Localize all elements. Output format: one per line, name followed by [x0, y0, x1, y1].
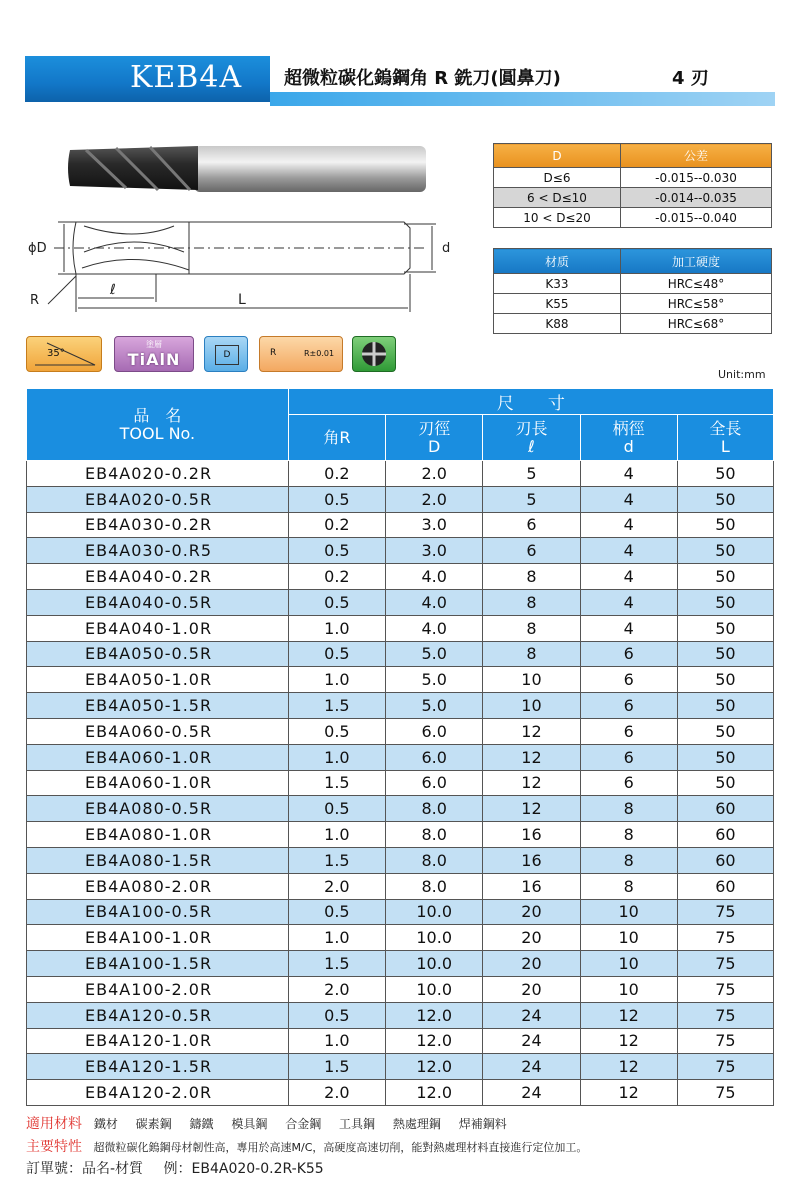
- diameter-icon: [204, 336, 248, 372]
- corner-radius-cell: 0.2: [288, 461, 385, 487]
- tool-name-header-cn: 品 名: [133, 405, 182, 425]
- tolerance-table: [493, 143, 772, 228]
- cutting-diameter-cell: 6.0: [386, 718, 483, 744]
- shank-diameter-cell: 10: [580, 899, 677, 925]
- overall-length-cell: 60: [677, 873, 773, 899]
- dimensions-header: 尺 寸: [288, 389, 773, 415]
- tool-number-cell: EB4A040-1.0R: [27, 615, 289, 641]
- corner-radius-cell: 0.2: [288, 512, 385, 538]
- product-table: [26, 388, 774, 1106]
- radius-mark: R: [270, 348, 277, 358]
- shank-diameter-cell: 4: [580, 512, 677, 538]
- material-header-grade: 材质: [494, 249, 621, 274]
- corner-radius-cell: 0.5: [288, 1002, 385, 1028]
- corner-radius-cell: 0.5: [288, 899, 385, 925]
- material-table: [493, 248, 772, 334]
- tool-number-cell: EB4A080-1.0R: [27, 822, 289, 848]
- material-item: 碳素鋼: [135, 1117, 172, 1131]
- flute-length-cell: 12: [483, 718, 580, 744]
- tool-no-header: [27, 389, 289, 461]
- cutting-diameter-header: 刃徑 D: [386, 415, 483, 461]
- tolerance-value: -0.015--0.040: [621, 208, 772, 228]
- overall-length-header: 全長 L: [677, 415, 773, 461]
- main-features: [26, 1136, 587, 1156]
- material-item: 鑄鐵: [189, 1117, 214, 1131]
- corner-radius-cell: 1.0: [288, 744, 385, 770]
- flute-length-label: ℓ: [110, 282, 116, 298]
- tolerance-range: D≤6: [494, 168, 621, 188]
- table-row: [27, 461, 774, 487]
- tool-number-cell: EB4A040-0.2R: [27, 564, 289, 590]
- cutting-diameter-cell: 2.0: [386, 486, 483, 512]
- tool-number-cell: EB4A100-2.0R: [27, 976, 289, 1002]
- corner-radius-cell: 1.0: [288, 925, 385, 951]
- unit-label: Unit:mm: [718, 368, 766, 381]
- coating-name: TiAlN: [127, 350, 181, 369]
- material-grade: K55: [494, 294, 621, 314]
- material-header-hardness: 加工硬度: [621, 249, 772, 274]
- coating-icon: [114, 336, 194, 372]
- shank-diameter-cell: 12: [580, 1080, 677, 1106]
- cutting-diameter-cell: 4.0: [386, 589, 483, 615]
- flute-length-cell: 24: [483, 1054, 580, 1080]
- flute-length-cell: 16: [483, 873, 580, 899]
- tolerance-value: -0.014--0.035: [621, 188, 772, 208]
- shank-diameter-cell: 6: [580, 744, 677, 770]
- product-table-body: [27, 461, 774, 1106]
- shank-diameter-cell: 4: [580, 564, 677, 590]
- overall-length-cell: 75: [677, 925, 773, 951]
- cutting-diameter-cell: 8.0: [386, 796, 483, 822]
- tool-number-cell: EB4A060-1.0R: [27, 744, 289, 770]
- cutting-diameter-cell: 8.0: [386, 822, 483, 848]
- tool-number-cell: EB4A080-2.0R: [27, 873, 289, 899]
- material-hardness: HRC≤58°: [621, 294, 772, 314]
- overall-length-cell: 75: [677, 1080, 773, 1106]
- product-title: 超微粒碳化鎢鋼角 R 銑刀(圓鼻刀): [284, 68, 561, 89]
- flute-length-cell: 16: [483, 822, 580, 848]
- corner-radius-header: 角R: [288, 415, 385, 461]
- overall-length-cell: 75: [677, 976, 773, 1002]
- corner-radius-cell: 0.2: [288, 564, 385, 590]
- material-hardness: HRC≤48°: [621, 274, 772, 294]
- tolerance-value: -0.015--0.030: [621, 168, 772, 188]
- cutting-diameter-cell: 2.0: [386, 461, 483, 487]
- overall-length-cell: 75: [677, 899, 773, 925]
- cutting-diameter-cell: 12.0: [386, 1054, 483, 1080]
- corner-radius-cell: 1.5: [288, 847, 385, 873]
- materials-label: 適用材料: [26, 1116, 82, 1132]
- tolerance-range: 10 < D≤20: [494, 208, 621, 228]
- cutting-diameter-cell: 6.0: [386, 744, 483, 770]
- shank-diameter-header: 柄徑 d: [580, 415, 677, 461]
- tool-number-cell: EB4A120-0.5R: [27, 1002, 289, 1028]
- table-row: [27, 1002, 774, 1028]
- table-row: [27, 976, 774, 1002]
- material-hardness: HRC≤68°: [621, 314, 772, 334]
- overall-length-cell: 50: [677, 538, 773, 564]
- tool-number-cell: EB4A120-1.5R: [27, 1054, 289, 1080]
- material-grade: K33: [494, 274, 621, 294]
- overall-length-label: L: [238, 292, 246, 308]
- overall-length-cell: 50: [677, 744, 773, 770]
- corner-radius-cell: 0.5: [288, 641, 385, 667]
- tolerance-range: 6 < D≤10: [494, 188, 621, 208]
- cutting-diameter-cell: 4.0: [386, 564, 483, 590]
- flute-length-cell: 12: [483, 796, 580, 822]
- end-mill-photo: [66, 142, 430, 194]
- header-stripe: [270, 92, 775, 106]
- material-item: 合金鋼: [285, 1117, 322, 1131]
- cutting-diameter-cell: 5.0: [386, 641, 483, 667]
- flute-length-cell: 24: [483, 1028, 580, 1054]
- flute-length-cell: 10: [483, 667, 580, 693]
- flute-length-cell: 6: [483, 512, 580, 538]
- cutting-diameter-cell: 3.0: [386, 512, 483, 538]
- shank-diameter-cell: 12: [580, 1002, 677, 1028]
- overall-length-cell: 50: [677, 512, 773, 538]
- tool-number-cell: EB4A050-1.0R: [27, 667, 289, 693]
- tolerance-header-d: D: [494, 144, 621, 168]
- flute-length-cell: 20: [483, 925, 580, 951]
- radius-tolerance: R±0.01: [304, 349, 335, 358]
- overall-length-cell: 50: [677, 667, 773, 693]
- shank-diameter-cell: 6: [580, 667, 677, 693]
- table-row: [27, 899, 774, 925]
- cutting-diameter-cell: 12.0: [386, 1080, 483, 1106]
- material-item: 鐵材: [93, 1117, 118, 1131]
- tool-number-cell: EB4A100-1.5R: [27, 951, 289, 977]
- material-item: 熱處理鋼: [392, 1117, 441, 1131]
- product-code: KEB4A: [130, 60, 243, 95]
- corner-radius-cell: 1.0: [288, 667, 385, 693]
- shank-d-label: d: [442, 241, 451, 256]
- overall-length-cell: 50: [677, 718, 773, 744]
- corner-radius-cell: 2.0: [288, 976, 385, 1002]
- corner-radius-cell: 2.0: [288, 873, 385, 899]
- overall-length-cell: 60: [677, 847, 773, 873]
- table-row: [27, 718, 774, 744]
- flute-length-header: 刃長 ℓ: [483, 415, 580, 461]
- shank-diameter-cell: 10: [580, 925, 677, 951]
- flute-length-cell: 8: [483, 615, 580, 641]
- corner-radius-cell: 1.5: [288, 1054, 385, 1080]
- material-item: 焊補鋼料: [458, 1117, 507, 1131]
- material-item: 工具鋼: [339, 1117, 376, 1131]
- overall-length-cell: 75: [677, 951, 773, 977]
- tool-number-cell: EB4A100-1.0R: [27, 925, 289, 951]
- overall-length-cell: 75: [677, 1002, 773, 1028]
- flute-length-cell: 8: [483, 589, 580, 615]
- overall-length-cell: 75: [677, 1054, 773, 1080]
- table-row: [27, 512, 774, 538]
- corner-radius-cell: 1.5: [288, 693, 385, 719]
- tool-number-cell: EB4A060-0.5R: [27, 718, 289, 744]
- flute-length-cell: 24: [483, 1080, 580, 1106]
- table-row: [27, 770, 774, 796]
- four-flute-icon: [352, 336, 396, 372]
- table-row: [27, 744, 774, 770]
- shank-diameter-cell: 6: [580, 693, 677, 719]
- corner-radius-cell: 0.5: [288, 538, 385, 564]
- corner-radius-cell: 1.5: [288, 951, 385, 977]
- helix-angle-icon: [26, 336, 102, 372]
- cutting-diameter-cell: 3.0: [386, 538, 483, 564]
- phi-d-label: ϕD: [28, 241, 47, 256]
- shank-diameter-cell: 12: [580, 1028, 677, 1054]
- tool-number-cell: EB4A060-1.0R: [27, 770, 289, 796]
- cutting-diameter-cell: 5.0: [386, 667, 483, 693]
- tool-number-cell: EB4A100-0.5R: [27, 899, 289, 925]
- overall-length-cell: 50: [677, 486, 773, 512]
- cutting-diameter-cell: 10.0: [386, 899, 483, 925]
- flute-length-cell: 6: [483, 538, 580, 564]
- table-row: [27, 925, 774, 951]
- shank-diameter-cell: 10: [580, 976, 677, 1002]
- corner-radius-cell: 1.0: [288, 822, 385, 848]
- table-row: [27, 641, 774, 667]
- cutting-diameter-cell: 10.0: [386, 976, 483, 1002]
- table-row: [27, 847, 774, 873]
- flute-length-cell: 12: [483, 770, 580, 796]
- cutting-diameter-cell: 8.0: [386, 847, 483, 873]
- tool-number-cell: EB4A120-2.0R: [27, 1080, 289, 1106]
- flute-length-cell: 20: [483, 951, 580, 977]
- flute-length-cell: 5: [483, 486, 580, 512]
- cutting-diameter-cell: 10.0: [386, 925, 483, 951]
- shank-diameter-cell: 6: [580, 718, 677, 744]
- cutting-diameter-cell: 12.0: [386, 1002, 483, 1028]
- corner-radius-cell: 0.5: [288, 718, 385, 744]
- corner-radius-cell: 0.5: [288, 796, 385, 822]
- tool-number-cell: EB4A040-0.5R: [27, 589, 289, 615]
- shank-diameter-cell: 8: [580, 847, 677, 873]
- flute-length-cell: 5: [483, 461, 580, 487]
- shank-diameter-cell: 4: [580, 486, 677, 512]
- order-example: 例：EB4A020-0.2R-K55: [163, 1161, 324, 1177]
- shank-diameter-cell: 8: [580, 796, 677, 822]
- flute-length-cell: 16: [483, 847, 580, 873]
- technical-drawing: [24, 212, 464, 322]
- overall-length-cell: 50: [677, 589, 773, 615]
- flute-length-cell: 10: [483, 693, 580, 719]
- shank-diameter-cell: 8: [580, 873, 677, 899]
- tool-name-header-en: TOOL No.: [119, 423, 196, 443]
- table-row: [27, 693, 774, 719]
- flute-length-cell: 12: [483, 744, 580, 770]
- flute-length-cell: 20: [483, 976, 580, 1002]
- cutting-diameter-cell: 4.0: [386, 615, 483, 641]
- tool-number-cell: EB4A120-1.0R: [27, 1028, 289, 1054]
- corner-radius-cell: 1.0: [288, 615, 385, 641]
- flute-length-cell: 8: [483, 641, 580, 667]
- cutting-diameter-cell: 5.0: [386, 693, 483, 719]
- overall-length-cell: 50: [677, 770, 773, 796]
- table-row: [27, 589, 774, 615]
- tool-number-cell: EB4A030-0.R5: [27, 538, 289, 564]
- table-row: [27, 486, 774, 512]
- flute-length-cell: 24: [483, 1002, 580, 1028]
- corner-radius-cell: 1.5: [288, 770, 385, 796]
- shank-diameter-cell: 10: [580, 951, 677, 977]
- shank-diameter-cell: 4: [580, 461, 677, 487]
- tool-number-cell: EB4A050-0.5R: [27, 641, 289, 667]
- table-row: [27, 1054, 774, 1080]
- flute-count: 4 刃: [672, 68, 709, 89]
- table-row: [27, 822, 774, 848]
- tool-number-cell: EB4A050-1.5R: [27, 693, 289, 719]
- shank-diameter-cell: 12: [580, 1054, 677, 1080]
- flute-length-cell: 20: [483, 899, 580, 925]
- overall-length-cell: 60: [677, 796, 773, 822]
- table-row: [27, 667, 774, 693]
- shank-diameter-cell: 4: [580, 589, 677, 615]
- coating-caption: 塗層: [146, 340, 162, 349]
- shank-diameter-cell: 8: [580, 822, 677, 848]
- diameter-mark: D: [215, 345, 239, 365]
- overall-length-cell: 50: [677, 461, 773, 487]
- flute-length-cell: 8: [483, 564, 580, 590]
- corner-radius-cell: 0.5: [288, 589, 385, 615]
- radius-tolerance-icon: [259, 336, 343, 372]
- tool-number-cell: EB4A020-0.5R: [27, 486, 289, 512]
- overall-length-cell: 75: [677, 1028, 773, 1054]
- tolerance-header-tol: 公差: [621, 144, 772, 168]
- tool-number-cell: EB4A080-0.5R: [27, 796, 289, 822]
- tool-number-cell: EB4A080-1.5R: [27, 847, 289, 873]
- cutting-diameter-cell: 12.0: [386, 1028, 483, 1054]
- cutting-diameter-cell: 6.0: [386, 770, 483, 796]
- corner-radius-cell: 1.0: [288, 1028, 385, 1054]
- order-label: 訂單號：品名-材質: [26, 1161, 144, 1177]
- overall-length-cell: 50: [677, 693, 773, 719]
- corner-radius-cell: 2.0: [288, 1080, 385, 1106]
- shank-diameter-cell: 6: [580, 770, 677, 796]
- tool-number-cell: EB4A030-0.2R: [27, 512, 289, 538]
- helix-angle-value: 35°: [47, 348, 65, 359]
- tool-number-cell: EB4A020-0.2R: [27, 461, 289, 487]
- table-row: [27, 873, 774, 899]
- shank-diameter-cell: 6: [580, 641, 677, 667]
- table-row: [27, 1080, 774, 1106]
- corner-radius-cell: 0.5: [288, 486, 385, 512]
- shank-diameter-cell: 4: [580, 538, 677, 564]
- features-label: 主要特性: [26, 1139, 82, 1155]
- overall-length-cell: 50: [677, 564, 773, 590]
- overall-length-cell: 50: [677, 641, 773, 667]
- table-row: [27, 615, 774, 641]
- table-row: [27, 564, 774, 590]
- table-row: [27, 951, 774, 977]
- table-row: [27, 538, 774, 564]
- order-info: [26, 1158, 324, 1178]
- overall-length-cell: 50: [677, 615, 773, 641]
- table-row: [27, 796, 774, 822]
- cutting-diameter-cell: 10.0: [386, 951, 483, 977]
- overall-length-cell: 60: [677, 822, 773, 848]
- features-text: 超微粒碳化鎢鋼母材韌性高，專用於高速M/C，高硬度高速切削，能對熱處理材料直接進行定位加工。: [93, 1141, 588, 1154]
- radius-label: R: [30, 293, 40, 308]
- cutting-diameter-cell: 8.0: [386, 873, 483, 899]
- table-row: [27, 1028, 774, 1054]
- material-item: 模具鋼: [231, 1117, 268, 1131]
- applicable-materials: [26, 1113, 521, 1133]
- shank-diameter-cell: 4: [580, 615, 677, 641]
- material-grade: K88: [494, 314, 621, 334]
